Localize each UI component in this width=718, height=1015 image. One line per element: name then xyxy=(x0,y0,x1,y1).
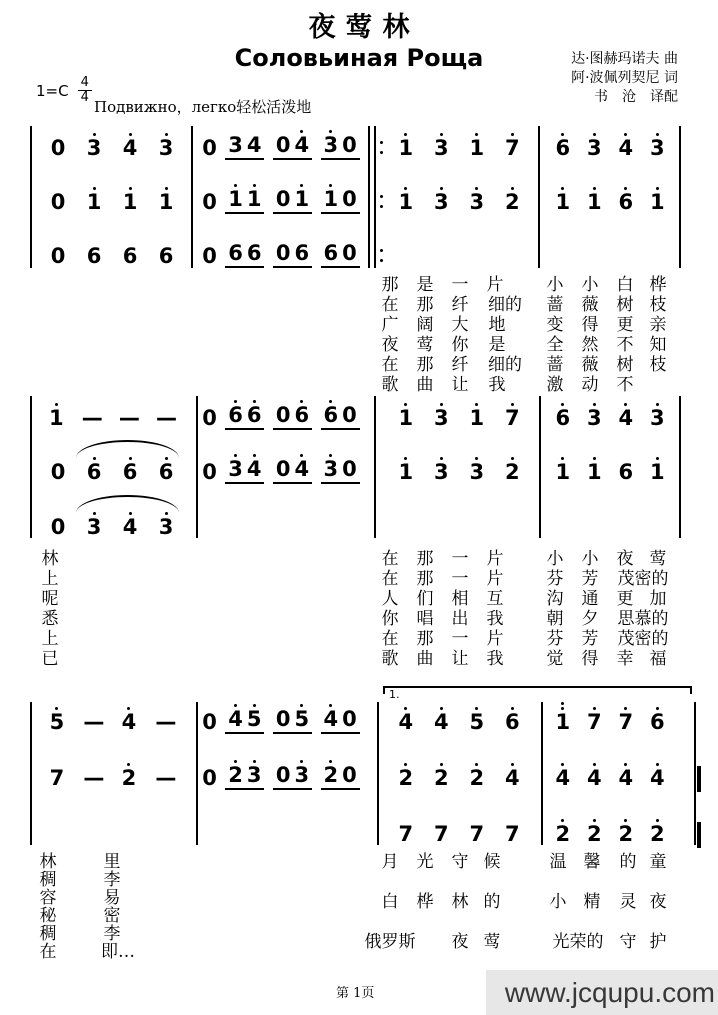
note: 0 xyxy=(342,763,357,787)
lyric-cell: 知 xyxy=(649,335,667,355)
note: 6 xyxy=(650,700,665,734)
note: 3 xyxy=(87,505,102,539)
note: 1 xyxy=(228,177,243,211)
lyric-cell: 已 xyxy=(41,649,59,669)
note: 0 xyxy=(202,190,217,214)
title-chinese: 夜莺林 xyxy=(308,12,420,43)
note: 1 xyxy=(49,396,64,430)
lyric-cell: 幸 xyxy=(616,649,634,669)
note: 2 xyxy=(122,756,137,790)
lyric-cell: 加 xyxy=(649,589,667,609)
lyric-cell: 那 xyxy=(416,569,434,589)
note: 2 xyxy=(434,756,449,790)
lyric-cell: 枝 xyxy=(649,295,667,315)
lyric-cell: 不 xyxy=(616,335,634,355)
lyric-cell: 小 xyxy=(581,275,599,295)
lyric-cell: 出 xyxy=(451,609,469,629)
note: 3 xyxy=(228,447,243,481)
lyric-cell: 沟 xyxy=(546,589,564,609)
lyric-cell: 芬 xyxy=(546,569,564,589)
note: 0 xyxy=(342,241,357,265)
lyric-cell: 歌 xyxy=(381,649,399,669)
lyric-cell: 灵 xyxy=(619,892,637,912)
watermark-text: www.jcqupu.com xyxy=(504,976,715,1008)
note: 4 xyxy=(295,447,310,481)
note: 7 xyxy=(49,766,65,790)
note: 3 xyxy=(587,126,602,160)
lyric-cell: 林 xyxy=(41,549,59,569)
note: 6 xyxy=(87,450,102,484)
note: 4 xyxy=(618,756,633,790)
lyric-cell: 的 xyxy=(619,852,637,872)
note: 4 xyxy=(618,126,633,160)
lyric-cell: 的 xyxy=(483,892,501,912)
lyric-cell: 然 xyxy=(581,335,599,355)
lyric-cell: 树 xyxy=(616,295,634,315)
lyric-cell: 得 xyxy=(581,315,599,335)
lyric-cell: 小 xyxy=(546,275,564,295)
note: 0 xyxy=(275,241,291,265)
lyric-cell: 们 xyxy=(416,589,434,609)
note: 2 xyxy=(505,450,520,484)
lyric-cell: 密 xyxy=(103,906,121,926)
lyric-cell: 一 xyxy=(451,275,469,295)
note: — xyxy=(83,766,103,790)
note: 7 xyxy=(505,396,520,430)
note: 6 xyxy=(86,244,102,268)
lyric-cell: 曲 xyxy=(416,649,434,669)
lyric-cell: 月 xyxy=(381,852,399,872)
note: 3 xyxy=(434,396,449,430)
note: 1 xyxy=(324,177,339,211)
lyric-cell: 俄罗斯 xyxy=(364,932,416,952)
note: 0 xyxy=(50,460,66,484)
note: 6 xyxy=(122,244,138,268)
lyric-cell: 我 xyxy=(488,375,506,395)
lyric-cell: 人 xyxy=(381,589,399,609)
note: 4 xyxy=(247,447,262,481)
note: 4 xyxy=(123,505,138,539)
note: 5 xyxy=(295,697,310,731)
note: 3 xyxy=(247,753,262,787)
note: 0 xyxy=(50,136,66,160)
note: 6 xyxy=(159,450,174,484)
note: 3 xyxy=(159,505,174,539)
lyric-cell: 那 xyxy=(416,355,434,375)
note: 1 xyxy=(398,396,413,430)
lyric-cell: 夜 xyxy=(616,549,634,569)
note: 0 xyxy=(275,403,291,427)
lyric-cell: 薇 xyxy=(581,355,599,375)
note: 0 xyxy=(275,457,291,481)
note: 1 xyxy=(469,396,484,430)
note: 3 xyxy=(650,126,665,160)
note: 6 xyxy=(618,460,634,484)
lyric-cell: 相 xyxy=(451,589,469,609)
note: 6 xyxy=(555,396,570,430)
lyric-cell: 莺 xyxy=(416,335,434,355)
lyric-cell: 是 xyxy=(416,275,434,295)
note: 5 xyxy=(50,700,65,734)
key-label: 1=C xyxy=(36,81,69,100)
lyric-cell: 易 xyxy=(103,888,121,908)
note: 6 xyxy=(505,700,520,734)
note: 1 xyxy=(587,180,602,214)
note: 0 xyxy=(275,763,291,787)
note: 3 xyxy=(469,450,484,484)
lyric-cell: 树 xyxy=(616,355,634,375)
lyric-cell: 桦 xyxy=(416,892,434,912)
note: 1 xyxy=(123,180,138,214)
note: 0 xyxy=(342,457,357,481)
note: 2 xyxy=(324,753,339,787)
note: 6 xyxy=(246,241,262,265)
note: — xyxy=(155,710,175,734)
note: 1 xyxy=(295,177,310,211)
note: 2 xyxy=(555,812,570,846)
lyric-cell: 莺 xyxy=(483,932,501,952)
lyric-cell: 李 xyxy=(103,870,121,890)
note: 4 xyxy=(434,700,449,734)
note: 0 xyxy=(275,133,291,157)
lyric-cell: 那 xyxy=(416,549,434,569)
note: 6 xyxy=(295,393,310,427)
note: 1 xyxy=(650,450,665,484)
lyric-cell: 不 xyxy=(616,375,634,395)
lyric-cell: 小 xyxy=(549,892,567,912)
lyric-cell: 芬 xyxy=(546,629,564,649)
lyric-cell: 大 xyxy=(451,315,469,335)
lyric-cell: 夜 xyxy=(649,892,667,912)
lyric-cell: 那 xyxy=(416,295,434,315)
lyric-cell: 让 xyxy=(451,375,469,395)
lyric-cell: 更 xyxy=(616,589,634,609)
lyric-cell: 枝 xyxy=(649,355,667,375)
watermark-band xyxy=(486,970,718,1015)
note: 1 xyxy=(398,126,413,160)
note: 0 xyxy=(342,403,357,427)
note: — xyxy=(155,406,175,430)
note: 3 xyxy=(228,133,243,157)
lyric-cell: 一 xyxy=(451,549,469,569)
lyric-cell: 你 xyxy=(451,335,469,355)
note: 4 xyxy=(324,697,339,731)
lyric-cell: 在 xyxy=(381,629,399,649)
lyric-cell: 通 xyxy=(581,589,599,609)
lyric-cell: 福 xyxy=(649,649,667,669)
lyric-cell: 白 xyxy=(616,275,634,295)
note: 0 xyxy=(50,244,66,268)
note: 0 xyxy=(202,460,217,484)
lyric-cell: 即… xyxy=(101,942,135,962)
lyric-cell: 在 xyxy=(39,942,57,962)
lyric-cell: 上 xyxy=(41,569,59,589)
note: 1 xyxy=(87,180,102,214)
lyric-cell: 茂密的 xyxy=(617,629,669,649)
lyric-cell: 我 xyxy=(486,649,504,669)
note: 1 xyxy=(555,700,570,734)
note: 6 xyxy=(247,393,262,427)
lyric-cell: 那 xyxy=(381,275,399,295)
note: — xyxy=(155,766,175,790)
lyric-cell: 片 xyxy=(486,569,504,589)
note: 4 xyxy=(398,700,413,734)
note: 7 xyxy=(469,822,485,846)
lyric-cell: 我 xyxy=(486,609,504,629)
lyric-cell: 稠 xyxy=(39,870,57,890)
lyric-cell: 片 xyxy=(486,549,504,569)
time-signature-numerator: 4 xyxy=(78,76,92,91)
lyric-cell: 动 xyxy=(581,375,599,395)
note: — xyxy=(81,406,101,430)
lyric-cell: 秘 xyxy=(39,906,57,926)
note: 0 xyxy=(342,187,357,211)
note: 6 xyxy=(618,180,633,214)
note: 2 xyxy=(228,753,243,787)
credit-composer: 达·图赫玛诺夫 曲 xyxy=(571,51,678,67)
lyric-cell: 芳 xyxy=(581,629,599,649)
note: — xyxy=(83,710,103,734)
note: 0 xyxy=(50,190,66,214)
note: 3 xyxy=(434,180,449,214)
note: 1 xyxy=(587,450,602,484)
lyric-cell: 夜 xyxy=(451,932,469,952)
lyric-cell: 芳 xyxy=(581,569,599,589)
volta-label: 1. xyxy=(389,688,400,701)
lyric-cell: 在 xyxy=(381,295,399,315)
lyric-cell: 纤 xyxy=(451,355,469,375)
lyric-cell: 上 xyxy=(41,629,59,649)
note: 1 xyxy=(398,180,413,214)
lyric-cell: 温 xyxy=(549,852,567,872)
lyric-cell: 光荣的 xyxy=(552,932,604,952)
lyric-cell: 广 xyxy=(381,315,399,335)
note: 1 xyxy=(247,177,262,211)
lyric-cell: 林 xyxy=(451,892,469,912)
note: 4 xyxy=(618,396,633,430)
note: 4 xyxy=(228,697,243,731)
lyric-cell: 小 xyxy=(581,549,599,569)
lyric-cell: 纤 xyxy=(451,295,469,315)
lyric-cell: 思慕的 xyxy=(617,609,669,629)
lyric-cell: 茂密的 xyxy=(617,569,669,589)
lyric-cell: 全 xyxy=(546,335,564,355)
lyric-cell: 在 xyxy=(381,355,399,375)
lyric-cell: 薇 xyxy=(581,295,599,315)
note: 6 xyxy=(324,393,339,427)
lyric-cell: 互 xyxy=(486,589,504,609)
note: 1 xyxy=(650,180,665,214)
lyric-cell: 朝 xyxy=(546,609,564,629)
lyric-cell: 亲 xyxy=(649,315,667,335)
lyric-cell: 地 xyxy=(488,315,506,335)
note: 3 xyxy=(650,396,665,430)
note: 0 xyxy=(50,515,66,539)
lyric-cell: 守 xyxy=(451,852,469,872)
lyric-cell: 桦 xyxy=(649,275,667,295)
note: 4 xyxy=(505,756,520,790)
lyric-cell: 片 xyxy=(486,275,504,295)
lyric-cell: 在 xyxy=(381,569,399,589)
lyric-cell: 让 xyxy=(451,649,469,669)
note: 7 xyxy=(433,822,449,846)
note: 6 xyxy=(294,241,310,265)
note: 7 xyxy=(398,822,414,846)
note: 0 xyxy=(202,766,217,790)
note: 0 xyxy=(275,707,291,731)
lyric-cell: 一 xyxy=(451,629,469,649)
note: 3 xyxy=(87,126,102,160)
note: 3 xyxy=(434,126,449,160)
note: 6 xyxy=(228,393,243,427)
lyric-cell: 更 xyxy=(616,315,634,335)
lyric-cell: 呢 xyxy=(41,589,59,609)
lyric-cell: 得 xyxy=(581,649,599,669)
lyric-cell: 李 xyxy=(103,924,121,944)
note: 4 xyxy=(555,756,570,790)
note: 3 xyxy=(324,447,339,481)
note: 0 xyxy=(202,136,217,160)
lyric-cell: 悉 xyxy=(41,609,59,629)
note: 4 xyxy=(295,123,310,157)
note: 6 xyxy=(158,244,174,268)
time-signature-denominator: 4 xyxy=(80,90,89,105)
note: 0 xyxy=(342,707,357,731)
lyric-cell: 光 xyxy=(416,852,434,872)
lyric-cell: 一 xyxy=(451,569,469,589)
note: 0 xyxy=(202,406,217,430)
note: 4 xyxy=(123,126,138,160)
lyric-cell: 馨 xyxy=(583,852,601,872)
note: 0 xyxy=(202,244,217,268)
lyric-cell: 夕 xyxy=(581,609,599,629)
credit-lyricist: 阿·波佩列契尼 词 xyxy=(571,70,678,86)
lyric-cell: 在 xyxy=(381,549,399,569)
lyric-cell: 激 xyxy=(546,375,564,395)
note: 6 xyxy=(323,241,339,265)
note: 7 xyxy=(618,700,633,734)
note: 6 xyxy=(228,241,243,265)
lyric-cell: 歌 xyxy=(381,375,399,395)
lyric-cell: 唱 xyxy=(416,609,434,629)
lyric-cell: 阔 xyxy=(416,315,434,335)
note: — xyxy=(118,406,138,430)
lyric-cell: 林 xyxy=(39,852,57,872)
lyric-cell: 片 xyxy=(486,629,504,649)
lyric-cell: 童 xyxy=(649,852,667,872)
note: 7 xyxy=(587,700,602,734)
note: 4 xyxy=(246,133,262,157)
note: 3 xyxy=(434,450,449,484)
lyric-cell: 容 xyxy=(39,888,57,908)
note: 4 xyxy=(587,756,602,790)
note: 3 xyxy=(587,396,602,430)
lyric-cell: 白 xyxy=(381,892,399,912)
lyric-cell: 曲 xyxy=(416,375,434,395)
note: 3 xyxy=(295,753,310,787)
lyric-cell: 细的 xyxy=(488,355,522,375)
note: 1 xyxy=(469,126,484,160)
note: 6 xyxy=(123,450,138,484)
tempo-marking: Подвижно，легко轻松活泼地 xyxy=(94,98,312,116)
note: 2 xyxy=(469,756,484,790)
note: 2 xyxy=(587,812,602,846)
page-number: 第 1页 xyxy=(336,986,375,1001)
note: 3 xyxy=(469,180,484,214)
note: 3 xyxy=(324,123,339,157)
lyric-cell: 小 xyxy=(546,549,564,569)
note: 1 xyxy=(398,450,413,484)
lyric-cell: 精 xyxy=(583,892,601,912)
lyric-cell: 变 xyxy=(546,315,564,335)
note: 2 xyxy=(618,812,633,846)
note: 1 xyxy=(555,180,570,214)
lyric-cell: 护 xyxy=(649,932,667,952)
note: 7 xyxy=(504,822,520,846)
title-russian: Соловьиная Роща xyxy=(234,44,484,72)
note: 4 xyxy=(122,700,137,734)
note: 2 xyxy=(398,756,413,790)
note: 0 xyxy=(342,133,357,157)
lyric-cell: 是 xyxy=(488,335,506,355)
note: 7 xyxy=(505,126,520,160)
note: 4 xyxy=(650,756,665,790)
note: 1 xyxy=(159,180,174,214)
lyric-cell: 候 xyxy=(483,852,501,872)
lyric-cell: 蔷 xyxy=(546,295,564,315)
lyric-cell: 觉 xyxy=(546,649,564,669)
credit-translator: 书 沧 译配 xyxy=(594,89,678,105)
lyric-cell: 守 xyxy=(619,932,637,952)
note: 2 xyxy=(650,812,665,846)
note: 0 xyxy=(275,187,291,211)
note: 3 xyxy=(159,126,174,160)
lyric-cell: 夜 xyxy=(381,335,399,355)
lyric-cell: 莺 xyxy=(649,549,667,569)
note: 6 xyxy=(555,126,570,160)
lyric-cell: 蔷 xyxy=(546,355,564,375)
note: 1 xyxy=(555,450,570,484)
lyric-cell: 稠 xyxy=(39,924,57,944)
note: 5 xyxy=(469,700,484,734)
note: 2 xyxy=(505,180,520,214)
note: 5 xyxy=(247,697,262,731)
note: 0 xyxy=(202,710,217,734)
lyric-cell: 细的 xyxy=(488,295,522,315)
lyric-cell: 那 xyxy=(416,629,434,649)
lyric-cell: 里 xyxy=(103,852,121,872)
lyric-cell: 你 xyxy=(381,609,399,629)
